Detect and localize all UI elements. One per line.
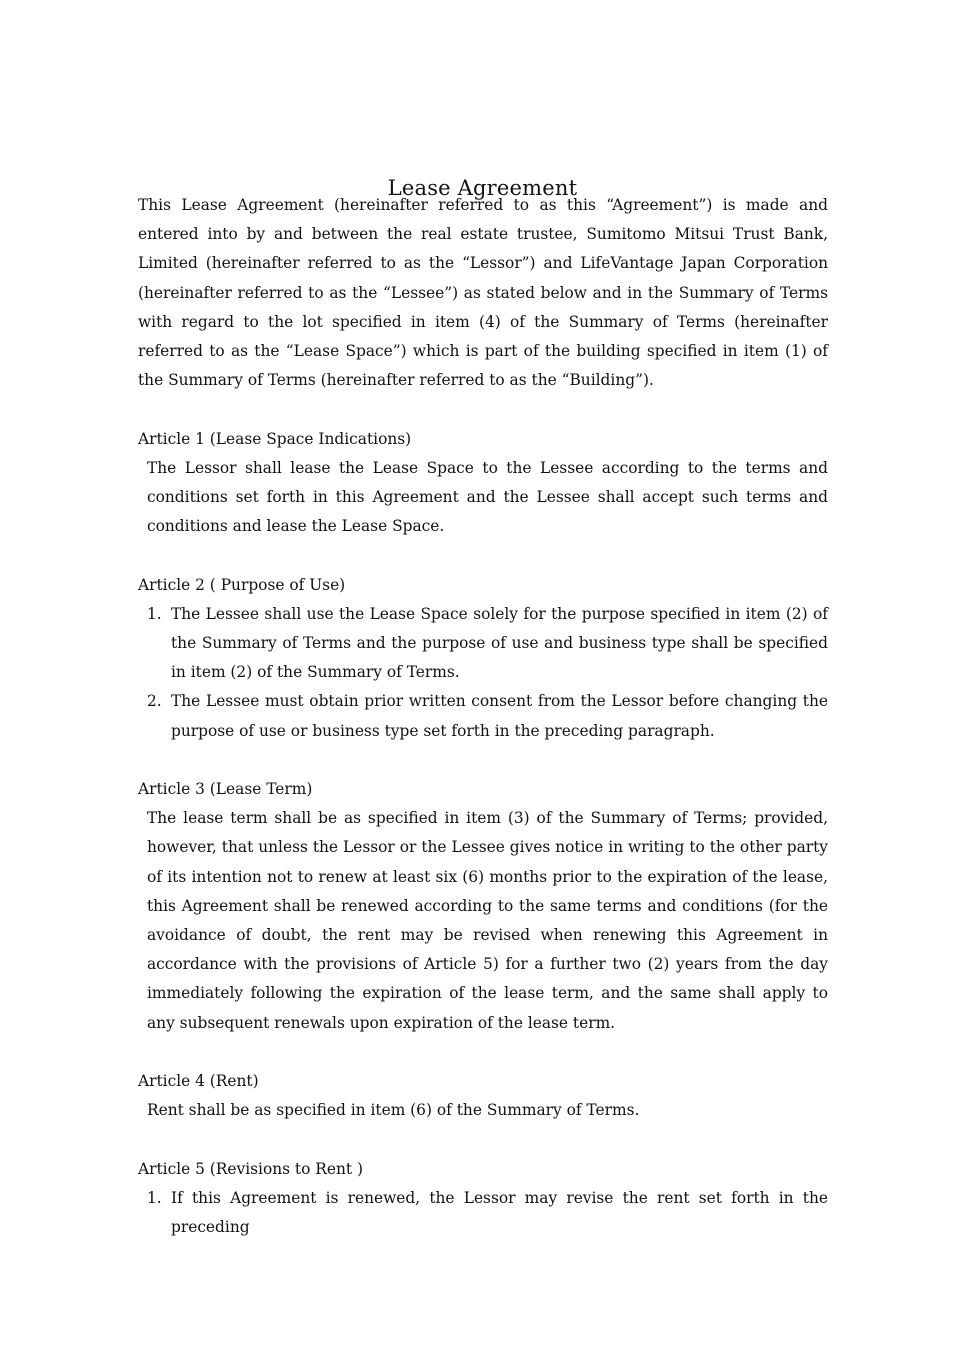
article-4 bbox=[138, 1067, 828, 1125]
article-body: Rent shall be as specified in item (6) of the Summary of Terms. bbox=[147, 1101, 640, 1120]
article-body: The lease term shall be as specified in item (3) of the Summary of Terms; provided, however, that unless the Lessor or the Lessee gives notice in writing to the other party of its intention not to renew at least six (6) months prior to the expiration of the lease, this Agreement shall be renewed according to the same terms and conditions (for the avoidance of doubt, the rent may be revised when renewing this Agreement in accordance with the provisions of Article 5) for a further two (2) years from the day immediately following the expiration of the lease term, and the same shall apply to any subsequent renewals upon expiration of the lease term. bbox=[147, 809, 828, 1032]
section-gap bbox=[138, 541, 828, 570]
section-gap bbox=[138, 395, 828, 424]
intro-paragraph: This Lease Agreement (hereinafter referred to as this “Agreement”) is made and entered into by and between the real estate trustee, Sumitomo Mitsui Trust Bank, Limited (hereinafter referred to as the “Lessor”) and LifeVantage Japan Corporation (hereinafter referred to as the “Lessee”) as stated below and in the Summary of Terms with regard to the lot specified in item (4) of the Summary of Terms (hereinafter referred to as the “Lease Space”) which is part of the building specified in item (1) of the Summary of Terms (hereinafter referred to as the “Building”). bbox=[138, 196, 828, 390]
article-items bbox=[138, 1184, 828, 1242]
item-text: If this Agreement is renewed, the Lessor may revise the rent set forth in the preceding bbox=[171, 1188, 828, 1237]
item-number: 1. bbox=[147, 1188, 162, 1207]
article-heading: Article 2 ( Purpose of Use) bbox=[138, 575, 346, 594]
article-3 bbox=[138, 775, 828, 1038]
article-heading: Article 3 (Lease Term) bbox=[138, 780, 313, 799]
document-title: Lease Agreement bbox=[387, 176, 578, 201]
article-1 bbox=[138, 425, 828, 542]
article-2 bbox=[138, 571, 828, 746]
section-gap bbox=[138, 1125, 828, 1154]
article-heading: Article 4 (Rent) bbox=[138, 1072, 259, 1091]
article-items bbox=[138, 600, 828, 746]
list-item bbox=[138, 687, 828, 745]
item-text: The Lessee shall use the Lease Space solely for the purpose specified in item (2) of the Summary of Terms and the purpose of use and business type shall be specified in item (2) of the Summary of Terms. bbox=[171, 604, 828, 682]
article-heading: Article 5 (Revisions to Rent ) bbox=[138, 1159, 363, 1178]
item-number: 2. bbox=[147, 692, 162, 711]
document-body bbox=[138, 191, 828, 1242]
article-5 bbox=[138, 1155, 828, 1243]
item-text: The Lessee must obtain prior written consent from the Lessor before changing the purpose of use or business type set forth in the preceding paragraph. bbox=[171, 692, 828, 740]
item-number: 1. bbox=[147, 604, 162, 623]
article-body: The Lessor shall lease the Lease Space to the Lessee according to the terms and conditions set forth in this Agreement and the Lessee shall accept such terms and conditions and lease the Lease Space. bbox=[147, 458, 828, 536]
article-heading: Article 1 (Lease Space Indications) bbox=[138, 429, 412, 448]
section-gap bbox=[138, 746, 828, 775]
section-gap bbox=[138, 1038, 828, 1067]
list-item bbox=[138, 1184, 828, 1242]
list-item bbox=[138, 600, 828, 688]
